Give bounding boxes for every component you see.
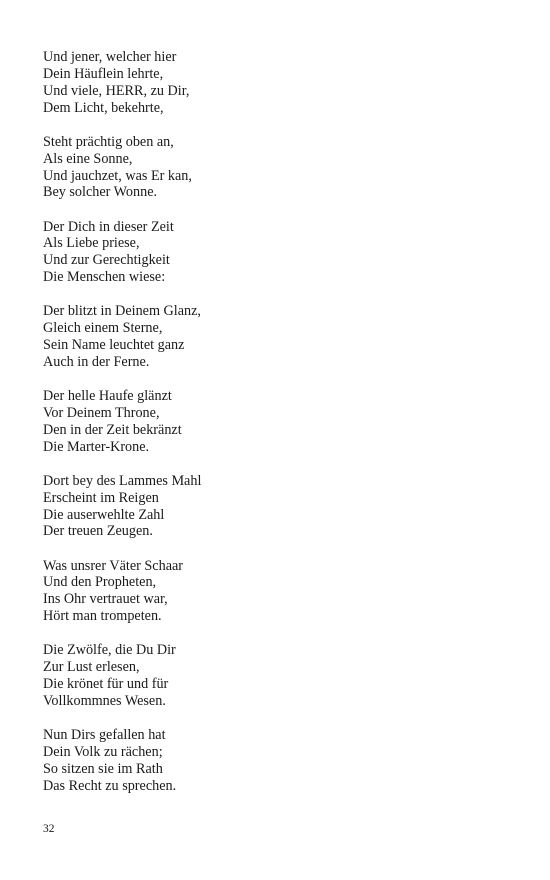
- verse-line: Dein Häuflein lehrte,: [43, 65, 164, 82]
- stanza: [43, 642, 503, 710]
- verse-line: Hört man trompeten.: [43, 608, 162, 625]
- verse-line: Den in der Zeit bekränzt: [43, 421, 182, 438]
- stanza: [43, 558, 503, 626]
- verse-line: Die auserwehlte Zahl: [43, 506, 165, 523]
- stanza: [43, 49, 503, 117]
- verse-line: Das Recht zu sprechen.: [43, 777, 177, 794]
- verse-line: Steht prächtig oben an,: [43, 133, 174, 150]
- verse-line: Als eine Sonne,: [43, 150, 133, 167]
- verse-line: Erscheint im Reigen: [43, 489, 159, 506]
- verse-line: Der helle Haufe glänzt: [43, 388, 172, 404]
- stanza: [43, 727, 503, 795]
- verse-line: Zur Lust erlesen,: [43, 659, 140, 676]
- stanza: [43, 134, 503, 202]
- verse-line: Vor Deinem Throne,: [43, 404, 160, 421]
- verse-line: Die Menschen wiese:: [43, 269, 166, 286]
- verse-line: Auch in der Ferne.: [43, 353, 150, 370]
- verse-line: Der treuen Zeugen.: [43, 523, 153, 540]
- verse-line: Die krönet für und für: [43, 676, 169, 693]
- verse-line: Sein Name leuchtet ganz: [43, 337, 185, 354]
- verse-line: Und viele, HERR, zu Dir,: [43, 82, 190, 99]
- verse-line: Vollkommnes Wesen.: [43, 692, 166, 709]
- verse-line: Der blitzt in Deinem Glanz,: [43, 303, 201, 320]
- verse-line: Dem Licht, bekehrte,: [43, 99, 164, 116]
- verse-line: Der Dich in dieser Zeit: [43, 218, 174, 235]
- verse-line: Dort bey des Lammes Mahl: [43, 472, 202, 489]
- stanza: [43, 219, 503, 287]
- page-number: 32: [43, 823, 55, 835]
- verse-line: Und jener, welcher hier: [43, 49, 177, 65]
- verse-line: Dein Volk zu rächen;: [43, 743, 163, 760]
- verse-line: Gleich einem Sterne,: [43, 320, 163, 337]
- stanza: [43, 388, 503, 456]
- verse-line: Und zur Gerechtigkeit: [43, 252, 170, 269]
- stanza: [43, 473, 503, 541]
- verse-line: Als Liebe priese,: [43, 235, 140, 252]
- verse-line: Was unsrer Väter Schaar: [43, 557, 184, 574]
- verse-line: Die Marter-Krone.: [43, 438, 150, 455]
- verse-line: Die Zwölfe, die Du Dir: [43, 642, 176, 659]
- verse-line: Bey solcher Wonne.: [43, 184, 158, 201]
- poem-text: [43, 49, 503, 812]
- verse-line: Und jauchzet, was Er kan,: [43, 167, 192, 184]
- verse-line: So sitzen sie im Rath: [43, 760, 163, 777]
- verse-line: Und den Propheten,: [43, 574, 157, 591]
- verse-line: Ins Ohr vertrauet war,: [43, 591, 168, 608]
- verse-line: Nun Dirs gefallen hat: [43, 727, 166, 743]
- stanza: [43, 303, 503, 371]
